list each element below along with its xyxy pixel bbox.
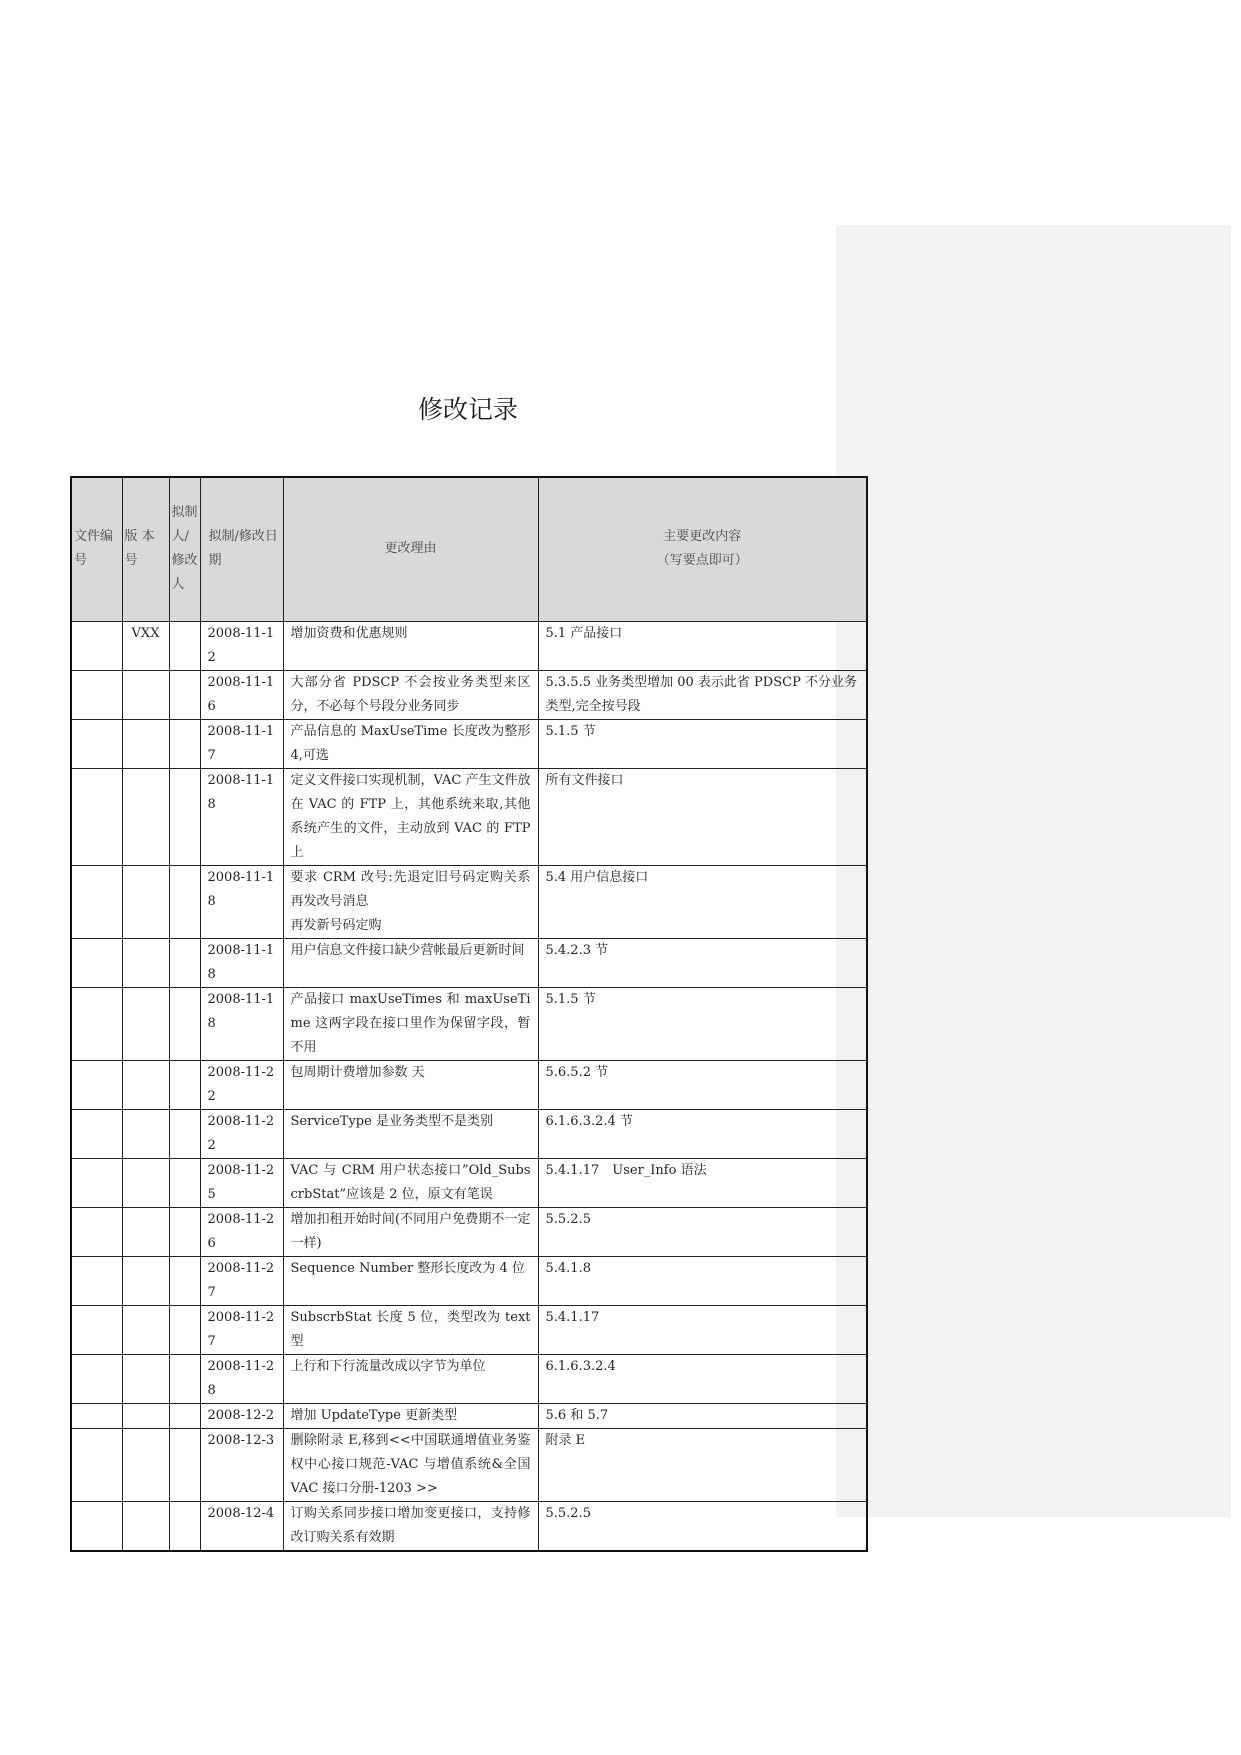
cell-content	[538, 1207, 867, 1256]
cell-reason-line: Sequence Number 整形长度改为 4 位	[290, 1260, 525, 1276]
cell-content-line: 5.5.2.5	[545, 1505, 591, 1521]
cell-reason-line: 产品接口 maxUseTimes 和 maxUseTime 这两字段在接口里作为保留字段，暂不用	[290, 991, 531, 1055]
table-row	[71, 1109, 867, 1158]
cell-content-line: 5.4.1.17	[545, 1309, 600, 1325]
cell-date: 2008-11-26	[200, 1207, 283, 1256]
cell-author	[169, 1354, 200, 1403]
table-row	[71, 1060, 867, 1109]
cell-file-no	[71, 1354, 122, 1403]
cell-version	[122, 1109, 169, 1158]
cell-author	[169, 719, 200, 768]
cell-date: 2008-11-27	[200, 1256, 283, 1305]
cell-content	[538, 1305, 867, 1354]
table-body	[71, 621, 867, 1551]
cell-reason-line: 上行和下行流量改成以字节为单位	[290, 1358, 486, 1374]
cell-reason-line: 删除附录 E,移到<<中国联通增值业务鉴权中心接口规范-VAC 与增值系统&全国 VAC 接口分册-1203 >>	[290, 1432, 531, 1496]
cell-reason	[283, 1158, 538, 1207]
cell-author	[169, 768, 200, 865]
cell-version	[122, 1256, 169, 1305]
cell-reason-line: ServiceType 是业务类型不是类别	[290, 1113, 493, 1129]
cell-file-no	[71, 938, 122, 987]
cell-file-no	[71, 768, 122, 865]
cell-version	[122, 1403, 169, 1428]
cell-content-line: 所有文件接口	[545, 772, 624, 788]
cell-author	[169, 1109, 200, 1158]
cell-version	[122, 670, 169, 719]
cell-content-line: 5.6.5.2 节	[545, 1064, 609, 1080]
cell-date: 2008-12-2	[200, 1403, 283, 1428]
cell-content	[538, 1109, 867, 1158]
cell-reason-line: SubscrbStat 长度 5 位，类型改为 text 型	[290, 1309, 531, 1349]
cell-author	[169, 1060, 200, 1109]
cell-reason	[283, 621, 538, 670]
cell-author	[169, 1207, 200, 1256]
cell-date: 2008-11-18	[200, 865, 283, 938]
cell-content	[538, 1158, 867, 1207]
cell-date: 2008-12-3	[200, 1428, 283, 1501]
cell-reason	[283, 1501, 538, 1551]
cell-content-line: 5.1.5 节	[545, 723, 596, 739]
table-row	[71, 1354, 867, 1403]
cell-date: 2008-11-18	[200, 987, 283, 1060]
cell-reason	[283, 865, 538, 938]
header-date: 拟制/修改日期	[200, 477, 283, 621]
table-row	[71, 1158, 867, 1207]
cell-content-line: 5.1 产品接口	[545, 625, 623, 641]
table-row	[71, 1501, 867, 1551]
cell-author	[169, 1158, 200, 1207]
cell-author	[169, 670, 200, 719]
cell-date: 2008-11-16	[200, 670, 283, 719]
cell-author	[169, 987, 200, 1060]
cell-reason	[283, 1207, 538, 1256]
cell-content-line: 6.1.6.3.2.4	[545, 1358, 616, 1374]
cell-content	[538, 768, 867, 865]
table-row	[71, 938, 867, 987]
cell-content	[538, 1501, 867, 1551]
cell-file-no	[71, 987, 122, 1060]
cell-version	[122, 987, 169, 1060]
cell-reason-line: 增加扣租开始时间(不同用户免费期不一定一样)	[290, 1211, 531, 1251]
cell-reason-line: 要求 CRM 改号:先退定旧号码定购关系再发改号消息	[290, 869, 531, 909]
cell-content-line: 附录 E	[545, 1432, 586, 1448]
cell-reason	[283, 1109, 538, 1158]
cell-file-no	[71, 719, 122, 768]
header-reason: 更改理由	[283, 477, 538, 621]
cell-version	[122, 1060, 169, 1109]
cell-reason-line: 大部分省 PDSCP 不会按业务类型来区分，不必每个号段分业务同步	[290, 674, 531, 714]
cell-version	[122, 1428, 169, 1501]
cell-content	[538, 1428, 867, 1501]
cell-file-no	[71, 865, 122, 938]
cell-reason	[283, 1305, 538, 1354]
table-row	[71, 1403, 867, 1428]
cell-reason	[283, 938, 538, 987]
cell-reason	[283, 1256, 538, 1305]
cell-date: 2008-11-22	[200, 1109, 283, 1158]
cell-file-no	[71, 1501, 122, 1551]
cell-content	[538, 865, 867, 938]
cell-author	[169, 1501, 200, 1551]
cell-content-line: 5.4 用户信息接口	[545, 869, 649, 885]
cell-reason	[283, 719, 538, 768]
revision-table	[70, 476, 868, 1552]
cell-version	[122, 1158, 169, 1207]
cell-version	[122, 865, 169, 938]
header-file-no: 文件编号	[71, 477, 122, 621]
cell-content	[538, 719, 867, 768]
cell-date: 2008-11-22	[200, 1060, 283, 1109]
cell-file-no	[71, 1256, 122, 1305]
cell-version	[122, 1207, 169, 1256]
cell-date: 2008-11-27	[200, 1305, 283, 1354]
cell-date: 2008-11-18	[200, 938, 283, 987]
cell-author	[169, 621, 200, 670]
table-row	[71, 1428, 867, 1501]
cell-file-no	[71, 1428, 122, 1501]
cell-reason	[283, 1354, 538, 1403]
cell-content-line: 5.4.1.8	[545, 1260, 591, 1276]
header-content-note: （写要点即可）	[656, 553, 748, 569]
table-row	[71, 865, 867, 938]
cell-date: 2008-11-25	[200, 1158, 283, 1207]
header-author: 拟制人/修改人	[169, 477, 200, 621]
cell-reason	[283, 670, 538, 719]
cell-content	[538, 1354, 867, 1403]
table-row	[71, 1305, 867, 1354]
table-row	[71, 987, 867, 1060]
cell-version	[122, 1305, 169, 1354]
cell-reason-line: 用户信息文件接口缺少营帐最后更新时间	[290, 942, 525, 958]
cell-reason	[283, 1403, 538, 1428]
cell-content-line: 5.4.1.17 User_Info 语法	[545, 1162, 707, 1178]
cell-reason	[283, 987, 538, 1060]
cell-reason-line: 包周期计费增加参数 天	[290, 1064, 425, 1080]
cell-reason-line: VAC 与 CRM 用户状态接口”Old_SubscrbStat”应该是 2 位，原文有笔误	[290, 1162, 531, 1202]
cell-date: 2008-12-4	[200, 1501, 283, 1551]
cell-content	[538, 1403, 867, 1428]
cell-file-no	[71, 1403, 122, 1428]
cell-author	[169, 1403, 200, 1428]
cell-content-line: 5.1.5 节	[545, 991, 596, 1007]
cell-version	[122, 768, 169, 865]
cell-content-line: 5.6 和 5.7	[545, 1407, 609, 1423]
cell-content	[538, 1256, 867, 1305]
cell-reason-line: 增加资费和优惠规则	[290, 625, 408, 641]
cell-reason	[283, 768, 538, 865]
cell-file-no	[71, 1109, 122, 1158]
cell-content	[538, 987, 867, 1060]
header-content-title: 主要更改内容	[663, 529, 742, 545]
cell-reason-line: 定义文件接口实现机制，VAC 产生文件放在 VAC 的 FTP 上，其他系统来取,其他系统产生的文件，主动放到 VAC 的 FTP 上	[290, 772, 531, 860]
cell-date: 2008-11-28	[200, 1354, 283, 1403]
header-content	[538, 477, 867, 621]
cell-file-no	[71, 670, 122, 719]
cell-file-no	[71, 1060, 122, 1109]
cell-date: 2008-11-12	[200, 621, 283, 670]
cell-content	[538, 621, 867, 670]
cell-content-line: 6.1.6.3.2.4 节	[545, 1113, 633, 1129]
cell-content	[538, 938, 867, 987]
cell-content-line: 5.4.2.3 节	[545, 942, 609, 958]
cell-file-no	[71, 1158, 122, 1207]
cell-reason-line: 增加 UpdateType 更新类型	[290, 1407, 458, 1423]
table-row	[71, 621, 867, 670]
cell-reason-line: 订购关系同步接口增加变更接口，支持修改订购关系有效期	[290, 1505, 531, 1545]
cell-version	[122, 719, 169, 768]
cell-reason	[283, 1060, 538, 1109]
cell-author	[169, 1305, 200, 1354]
cell-file-no	[71, 1305, 122, 1354]
cell-version	[122, 938, 169, 987]
cell-author	[169, 1428, 200, 1501]
table-row	[71, 670, 867, 719]
cell-author	[169, 1256, 200, 1305]
cell-content-line: 5.3.5.5 业务类型增加 00 表示此省 PDSCP 不分业务类型,完全按号段	[545, 674, 857, 714]
cell-file-no	[71, 621, 122, 670]
table-row	[71, 1256, 867, 1305]
cell-author	[169, 865, 200, 938]
cell-version	[122, 1354, 169, 1403]
cell-date: 2008-11-17	[200, 719, 283, 768]
cell-content	[538, 1060, 867, 1109]
cell-reason-line: 再发新号码定购	[290, 917, 382, 933]
cell-reason-line: 产品信息的 MaxUseTime 长度改为整形 4,可选	[290, 723, 531, 763]
cell-author	[169, 938, 200, 987]
cell-version	[122, 1501, 169, 1551]
cell-reason	[283, 1428, 538, 1501]
cell-version: VXX	[122, 621, 169, 670]
table-row	[71, 768, 867, 865]
page-title: 修改记录	[417, 395, 518, 424]
cell-content	[538, 670, 867, 719]
table-header-row	[71, 477, 867, 621]
table-row	[71, 719, 867, 768]
cell-date: 2008-11-18	[200, 768, 283, 865]
table-row	[71, 1207, 867, 1256]
cell-file-no	[71, 1207, 122, 1256]
header-version: 版 本号	[122, 477, 169, 621]
cell-content-line: 5.5.2.5	[545, 1211, 591, 1227]
